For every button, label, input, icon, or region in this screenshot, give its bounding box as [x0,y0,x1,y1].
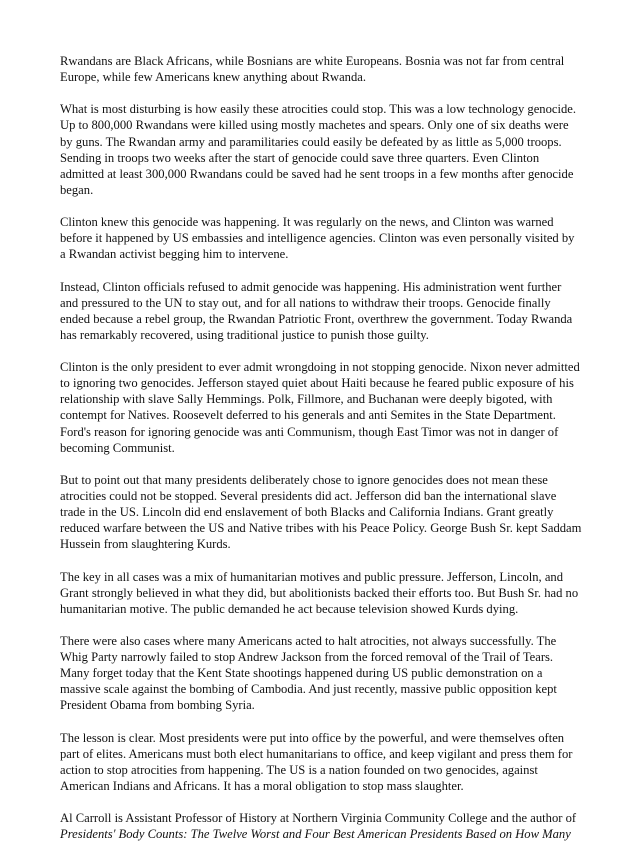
paragraph-7: The key in all cases was a mix of humanitarian motives and public pressure. Jefferson, Lincoln, and Grant strongly believed in what they did, but abolitionists backed their efforts too. But Bush Sr. had no humanitarian motive. The public demanded he act because television showed Kurds dying. [60,569,579,616]
paragraph-2: What is most disturbing is how easily these atrocities could stop. This was a low technology genocide. Up to 800,000 Rwandans were killed using mostly machetes and spears. Only one of six deaths were by guns. The Rwandan army and paramilitaries could easily be defeated by as little as 5,000 troops. Sending in troops two weeks after the start of genocide could save three quarters. Even Clinton admitted at least 300,000 Rwandans could be saved had he sent troops in a few months after genocide began. [60,102,577,197]
author-bio-paragraph [60,810,582,842]
author-bio-text: Al Carroll is Assistant Professor of History at Northern Virginia Community College and the author of [60,811,577,826]
paragraph-4: Instead, Clinton officials refused to admit genocide was happening. His administration went further and pressured to the UN to stay out, and for all nations to withdraw their troops. Genocide finally ended because a rebel group, the Rwandan Patriotic Front, overthrew the government. Today Rwanda has remarkably recovered, using traditional justice to punish those guilty. [60,279,573,342]
document-page [60,53,582,842]
paragraph-5: Clinton is the only president to ever admit wrongdoing in not stopping genocide. Nixon never admitted to ignoring two genocides. Jefferson stayed quiet about Haiti because he feared public exposure of his relationship with slave Sally Hemmings. Polk, Fillmore, and Buchanan were deeply bigoted, with contempt for Natives. Roosevelt deferred to his generals and anti Semites in the State Department. Ford's reason for ignoring genocide was anti Communism, though East Timor was not in danger of becoming Communist. [60,360,580,455]
paragraph-3: Clinton knew this genocide was happening. It was regularly on the news, and Clinton was warned before it happened by US embassies and intelligence agencies. Clinton was even personally visited by a Rwandan activist begging him to intervene. [60,215,575,262]
paragraph-8: There were also cases where many Americans acted to halt atrocities, not always successfully. The Whig Party narrowly failed to stop Andrew Jackson from the forced removal of the Trail of Tears. Many forget today that the Kent State shootings happened during US public demonstration on a massive scale against the bombing of Cambodia. And just recently, massive public opposition kept President Obama from bombing Syria. [60,634,557,713]
paragraph-9: The lesson is clear. Most presidents were put into office by the powerful, and were themselves often part of elites. Americans must both elect humanitarians to office, and keep vigilant and press them for action to stop atrocities from happening. The US is a nation founded on two genocides, against American Indians and Africans. It has a moral obligation to stop mass slaughter. [60,730,573,793]
paragraph-6: But to point out that many presidents deliberately chose to ignore genocides does not mean these atrocities could not be stopped. Several presidents did act. Jefferson did ban the international slave trade in the US. Lincoln did end enslavement of both Blacks and California Indians. Grant greatly reduced warfare between the US and Native tribes with his Peace Policy. George Bush Sr. kept Saddam Hussein from slaughtering Kurds. [60,472,582,552]
paragraph-1: Rwandans are Black Africans, while Bosnians are white Europeans. Bosnia was not far from central Europe, while few Americans knew anything about Rwanda. [60,54,565,85]
book-title: Presidents' Body Counts: The Twelve Worst and Four Best American Presidents Based on How Many [60,827,571,842]
